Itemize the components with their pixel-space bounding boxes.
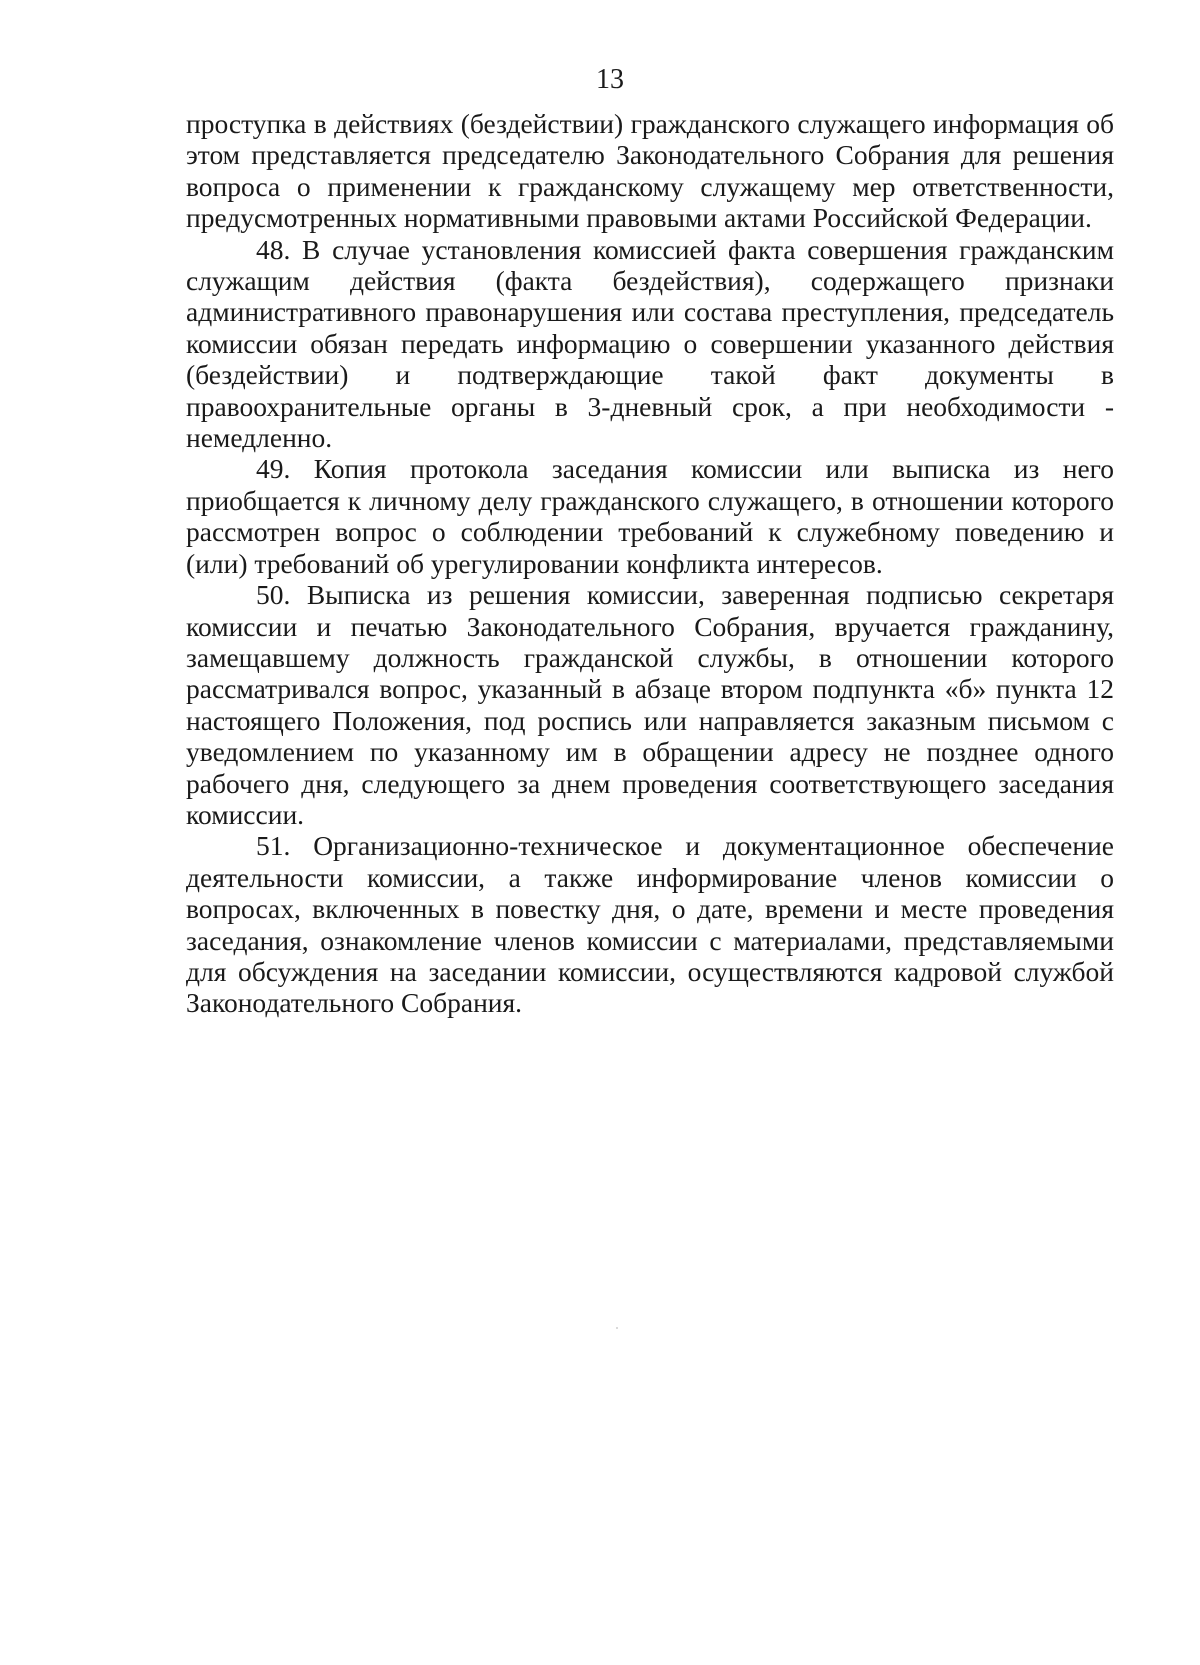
paragraph-50: 50. Выписка из решения комиссии, заверенная подписью секретаря комиссии и печатью Законодательного Собрания, вручается гражданину, замещавшему должность гражданской службы, в отношении которого рассматривался вопрос, указанный в абзаце втором подпункта «б» пункта 12 настоящего Положения, под роспись или направляется заказным письмом с уведомлением по указанному им в обращении адресу не позднее одного рабочего дня, следующего за днем проведения соответствующего заседания комиссии. [186,579,1114,830]
paragraph-48: 48. В случае установления комиссией факта совершения гражданским служащим действия (факта бездействия), содержащего признаки административного правонарушения или состава преступления, председатель комиссии обязан передать информацию о совершении указанного действия (бездействии) и подтверждающие такой факт документы в правоохранительные органы в 3-дневный срок, а при необходимости - немедленно. [186,233,1114,454]
scan-speck [616,1327,618,1329]
document-body [186,108,1114,1019]
paragraph-49: 49. Копия протокола заседания комиссии или выписка из него приобщается к личному делу гражданского служащего, в отношении которого рассмотрен вопрос о соблюдении требований к служебному поведению и (или) требований об урегулировании конфликта интересов. [186,453,1114,579]
paragraph-continuation: проступка в действиях (бездействии) гражданского служащего информация об этом представляется председателю Законодательного Собрания для решения вопроса о применении к гражданскому служащему мер ответственности, предусмотренных нормативными правовыми актами Российской Федерации. [186,108,1114,234]
page-number: 13 [596,64,624,95]
paragraph-51: 51. Организационно-техническое и документационное обеспечение деятельности комиссии, а также информирование членов комиссии о вопросах, включенных в повестку дня, о дате, времени и месте проведения заседания, ознакомление членов комиссии с материалами, представляемыми для обсуждения на заседании комиссии, осуществляются кадровой службой Законодательного Собрания. [186,830,1114,1019]
